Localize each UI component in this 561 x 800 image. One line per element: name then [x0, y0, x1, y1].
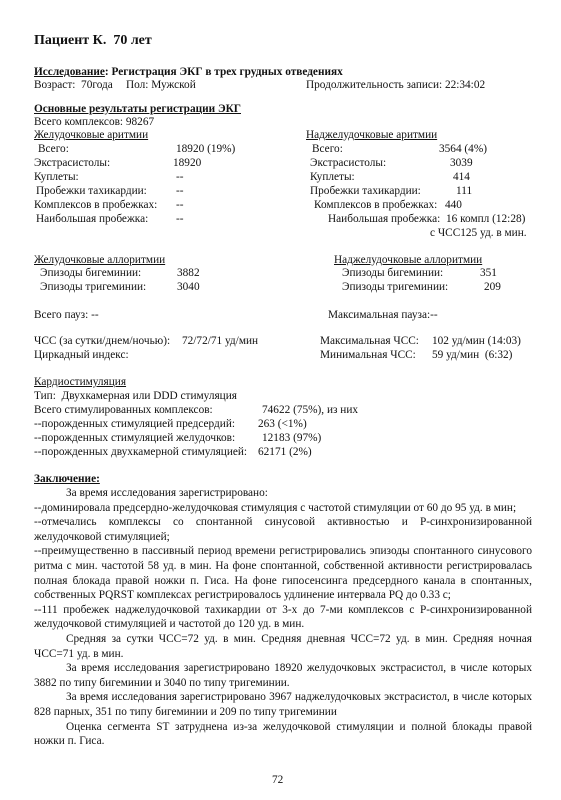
pacing-type: Тип: Двухкамерная или DDD стимуляция	[34, 390, 237, 402]
sv-row-value: 414	[453, 171, 470, 183]
conclusion-paragraph: --отмечались комплексы со спонтанной синусовой активностью и Р-синхронизированной желудочковой стимуляцией;	[34, 516, 532, 543]
conclusion-paragraph: Оценка сегмента ST затруднена из-за желудочковой стимуляции и полной блокады правой ножки п. Гиса.	[34, 720, 532, 748]
v-row-label: Наибольшая пробежка:	[36, 213, 149, 225]
sv-row-label: Куплеты:	[310, 171, 355, 183]
results-heading: Основные результаты регистрации ЭКГ	[34, 103, 241, 115]
v-row-value: 18920	[173, 157, 202, 169]
v-row-value: --	[176, 185, 184, 197]
conclusion-paragraph: Средняя за сутки ЧСС=72 уд. в мин. Средняя дневная ЧСС=72 уд. в мин. Средняя ночная ЧСС=71 уд. в мин.	[34, 632, 532, 660]
pacing-heading: Кардиостимуляция	[34, 376, 127, 388]
v-row-value: --	[176, 213, 184, 225]
sv-row-value: 3564 (4%)	[439, 143, 488, 155]
pacing-row-value: 62171 (2%)	[258, 446, 312, 458]
sv-row-value: 440	[445, 199, 462, 211]
conclusion-paragraph: За время исследования зарегистрировано 3967 наджелудочковых экстрасистол, в числе которых 828 парных, 351 по типу бигеминии и 209 по типу тригеминии	[34, 691, 532, 718]
pacing-row-value: 12183 (97%)	[262, 432, 322, 444]
record-duration: Продолжительность записи: 22:34:02	[306, 79, 486, 91]
circadian-index: Циркадный индекс:	[34, 349, 129, 361]
max-pause: Максимальная пауза:--	[328, 309, 438, 321]
pacing-row-value: 263 (<1%)	[258, 418, 307, 430]
supraventricular-heading: Наджелудочковые аритмии	[306, 129, 438, 141]
sv-row-value: 16 компл (12:28)	[446, 213, 526, 225]
study-label: Исследование	[34, 66, 105, 78]
ventricular-heading: Желудочковые аритмии	[34, 129, 149, 141]
page-number: 72	[272, 774, 284, 786]
v-allo-heading: Желудочковые аллоритмии	[34, 254, 166, 266]
sv-row-label: Экстрасистолы:	[310, 157, 387, 169]
sv-bigeminy-value: 351	[480, 267, 497, 279]
pacing-row-value: 74622 (75%), из них	[262, 404, 359, 416]
v-row-label: Пробежки тахикардии:	[36, 185, 147, 197]
conclusion-paragraph: --доминировала предсердно-желудочковая стимуляция с частотой стимуляции от 60 до 95 уд. в мин;	[34, 501, 517, 514]
hr-min-label: Минимальная ЧСС:	[320, 349, 416, 361]
sv-row-label: Пробежки тахикардии:	[310, 185, 421, 197]
v-bigeminy-label: Эпизоды бигеминии:	[40, 267, 142, 279]
hr-avg-value: 72/72/71 уд/мин	[182, 335, 259, 347]
total-pauses: Всего пауз: --	[34, 309, 99, 321]
study-line	[34, 66, 343, 79]
pacing-row-label: --порожденных стимуляцией желудочков:	[34, 432, 236, 444]
v-row-value: 18920 (19%)	[176, 143, 236, 155]
sv-row-label: Всего:	[312, 143, 343, 155]
sv-trigeminy-label: Эпизоды тригеминии:	[342, 281, 449, 293]
sv-row-label: Наибольшая пробежка:	[328, 213, 441, 225]
v-row-value: --	[176, 171, 184, 183]
v-bigeminy-value: 3882	[177, 267, 200, 279]
study-value: : Регистрация ЭКГ в трех грудных отведениях	[104, 66, 343, 78]
sv-row-label: Комплексов в пробежках:	[314, 199, 438, 211]
pacing-row-label: Всего стимулированных комплексов:	[34, 404, 213, 416]
conclusion-paragraph: --111 пробежек наджелудочковой тахикардии от 3-х до 7-ми комплексов с Р-синхронизированной желудочковой стимуляцией и частотой до 120 уд. в мин.	[34, 603, 532, 631]
hr-avg-label: ЧСС (за сутки/днем/ночью):	[34, 335, 171, 347]
sv-trigeminy-value: 209	[484, 281, 501, 293]
sv-allo-heading: Наджелудочковые аллоритмии	[334, 254, 483, 266]
longest-run-hr: с ЧСС125 уд. в мин.	[430, 227, 527, 239]
v-row-value: --	[176, 199, 184, 211]
total-complexes: Всего комплексов: 98267	[34, 116, 155, 128]
conclusion-body	[34, 486, 532, 749]
v-row-label: Всего:	[38, 143, 69, 155]
v-row-label: Экстрасистолы:	[34, 157, 111, 169]
page-title: Пациент К. 70 лет	[34, 33, 152, 48]
hr-min-value: 59 уд/мин (6:32)	[432, 349, 513, 361]
sv-bigeminy-label: Эпизоды бигеминии:	[342, 267, 444, 279]
sex: Пол: Мужской	[126, 79, 196, 91]
hr-max-label: Максимальная ЧСС:	[320, 335, 419, 347]
age: Возраст: 70года	[34, 79, 113, 91]
v-trigeminy-value: 3040	[177, 281, 200, 293]
v-row-label: Куплеты:	[34, 171, 79, 183]
sv-row-value: 111	[456, 185, 473, 197]
conclusion-paragraph: --преимущественно в пассивный период времени регистрировались эпизоды спонтанного синусового ритма с мин. частотой 58 уд. в мин. На фоне спонтанной, собственной активности регистрировалась полная блокада правой ножки п. Гиса. На фоне гипосенсинга предсердного канала в спонтанных, собственных PQRST комплексах регистрировалось удлинение интервала PQ до 0.33 с;	[34, 545, 532, 602]
v-row-label: Комплексов в пробежках:	[34, 199, 158, 211]
sv-row-value: 3039	[450, 157, 473, 169]
v-trigeminy-label: Эпизоды тригеминии:	[40, 281, 147, 293]
conclusion-paragraph: За время исследования зарегистрировано 18920 желудочковых экстрасистол, в числе которых 3882 по типу бигеминии и 3040 по типу тригеминии.	[34, 662, 532, 689]
pacing-row-label: --порожденных двухкамерной стимуляцией:	[34, 446, 248, 458]
conclusion-paragraph: За время исследования зарегистрировано:	[66, 487, 268, 499]
hr-max-value: 102 уд/мин (14:03)	[432, 335, 521, 347]
conclusion-heading: Заключение:	[34, 473, 100, 485]
pacing-row-label: --порожденных стимуляцией предсердий:	[34, 418, 236, 430]
